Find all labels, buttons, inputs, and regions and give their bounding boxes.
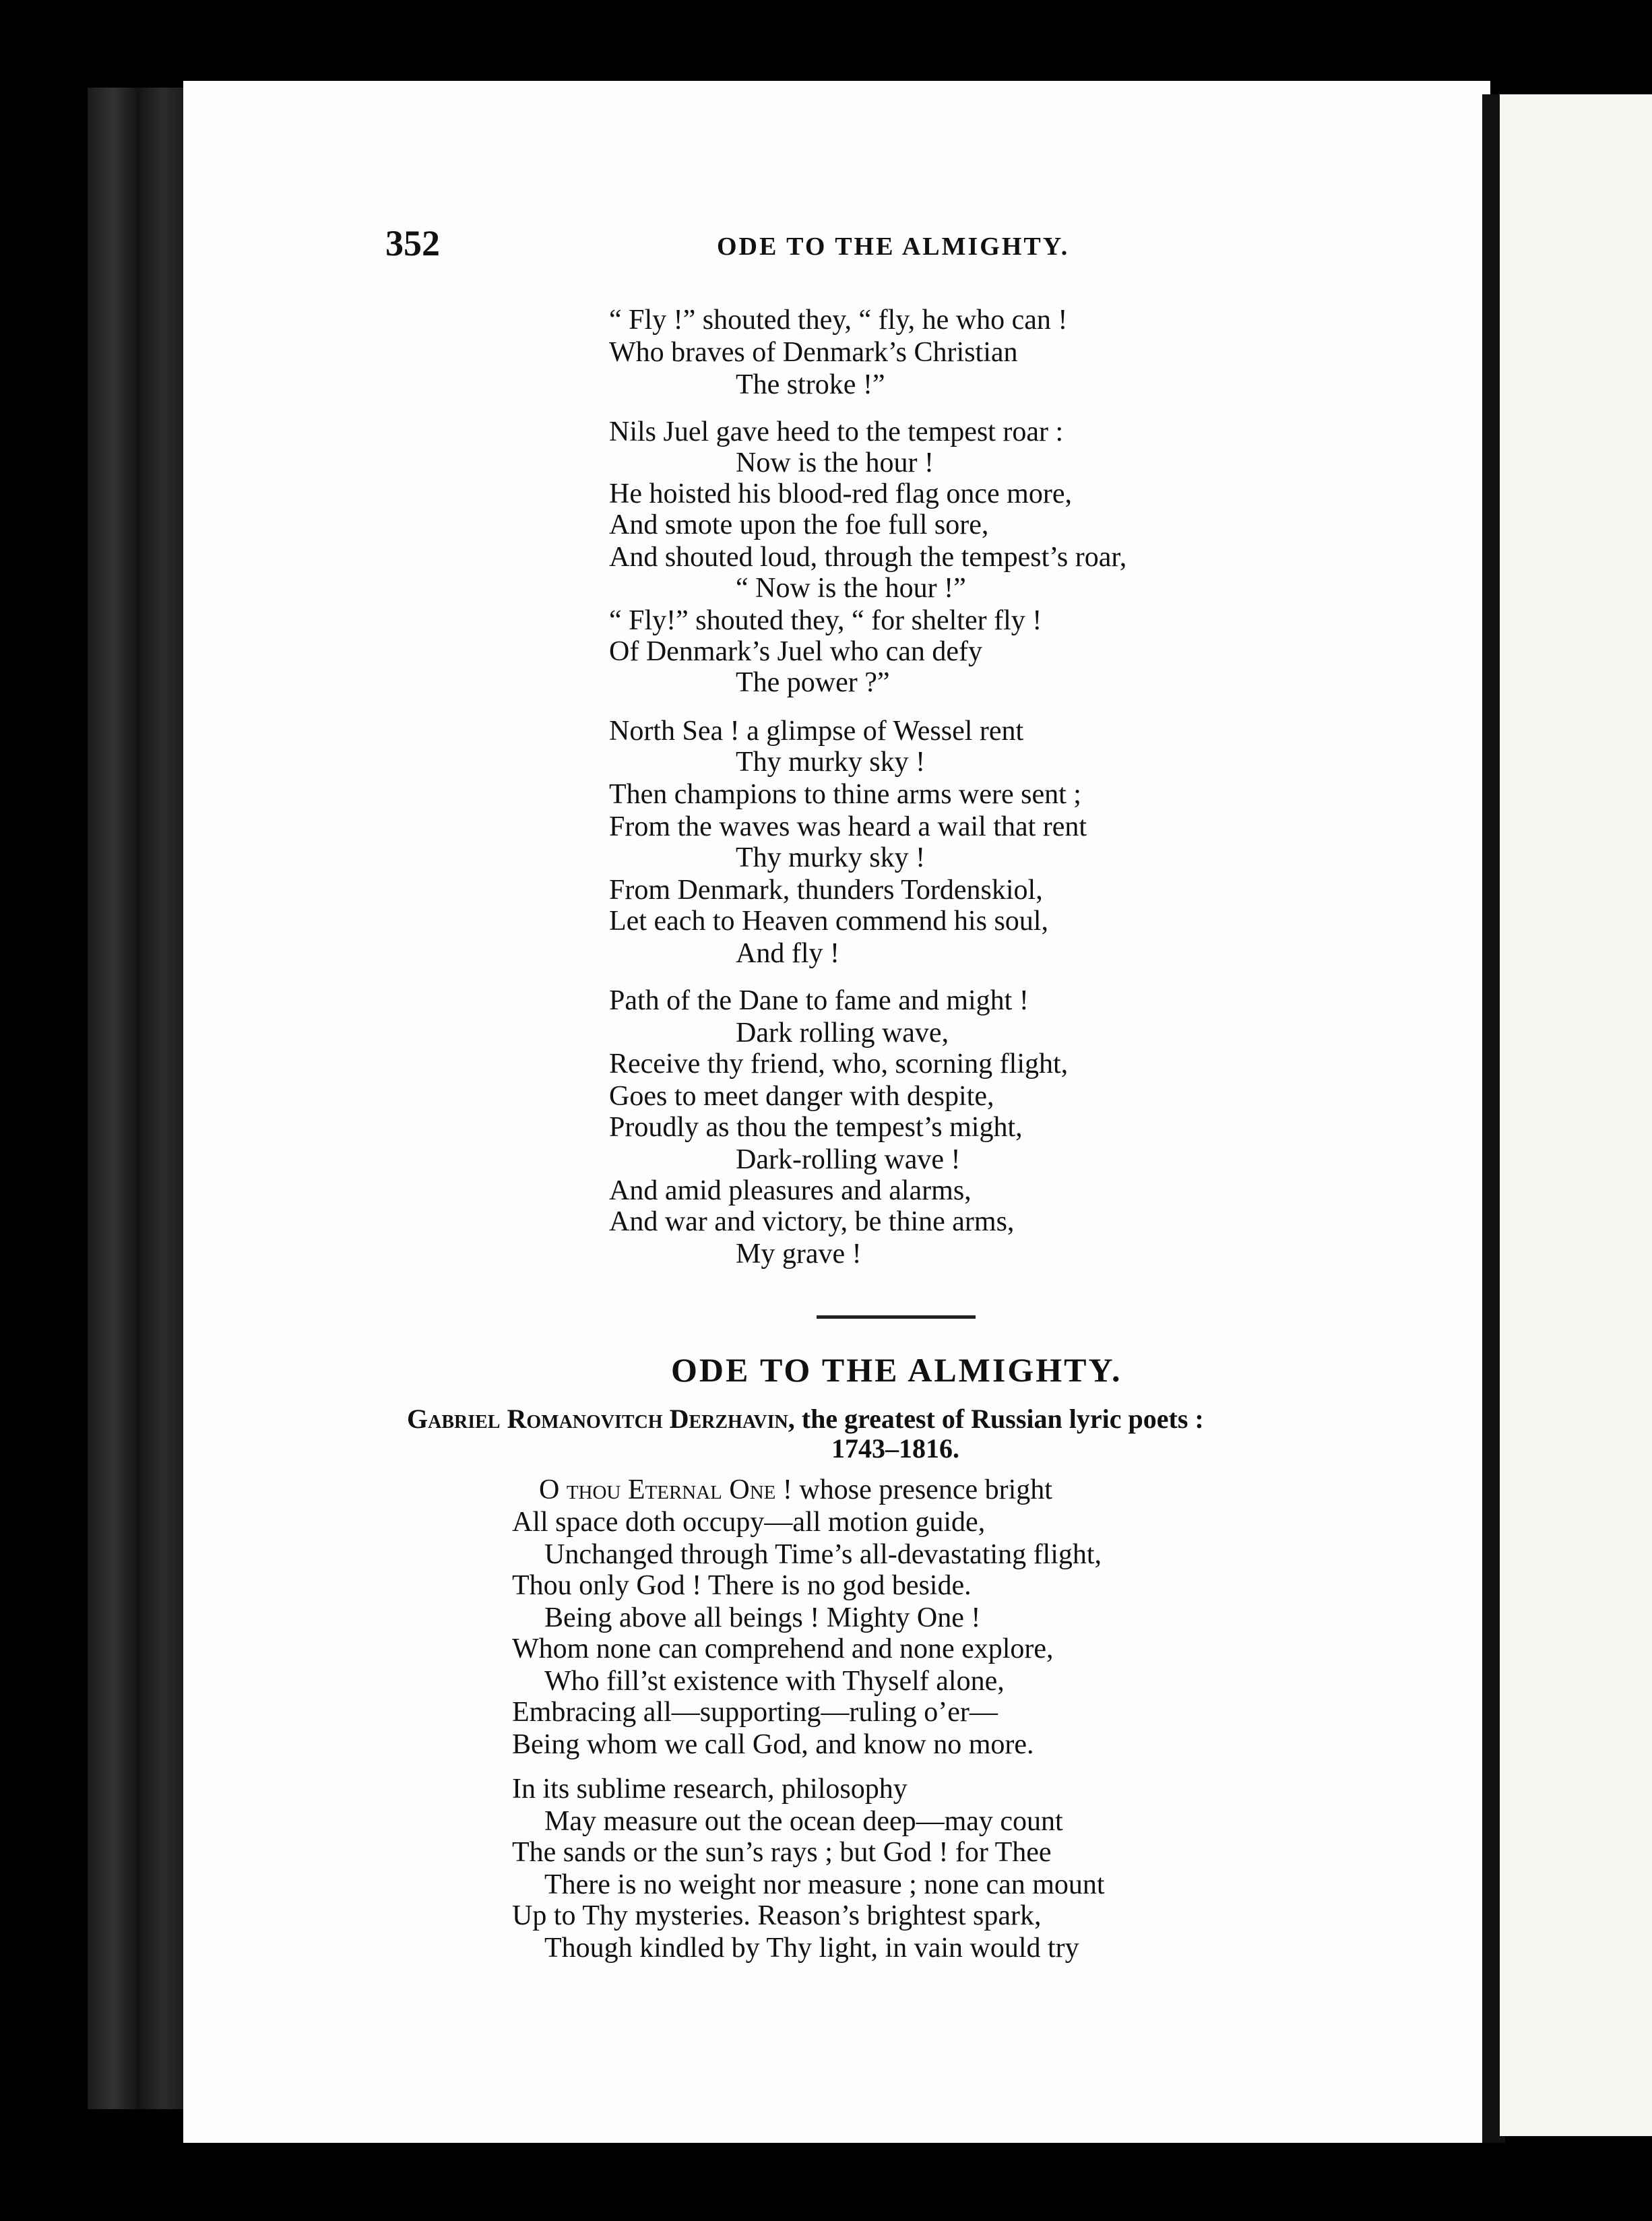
verse-line: Dark-rolling wave ! [736,1144,961,1175]
verse-line: Proudly as thou the tempest’s might, [609,1112,1023,1143]
verse-line: And war and victory, be thine arms, [609,1206,1015,1237]
verse-line: Thy murky sky ! [736,842,926,873]
verse-line: The stroke !” [736,369,885,400]
book-edge [88,88,189,2109]
section-divider [817,1315,976,1319]
verse-line: “ Fly !” shouted they, “ fly, he who can ! [609,305,1068,336]
ode-line: All space doth occupy—all motion guide, [512,1507,986,1538]
verse-line: “ Now is the hour !” [736,573,966,604]
verse-line: Let each to Heaven commend his soul, [609,906,1048,937]
running-head: ODE TO THE ALMIGHTY. [717,232,1070,261]
ode-line: Being whom we call God, and know no more. [512,1729,1034,1760]
author-name: Gabriel Romanovitch Derzhavin [407,1404,788,1434]
facing-page [1500,94,1652,2136]
ode-first-rest: whose presence bright [792,1474,1052,1505]
verse-line: Now is the hour ! [736,447,934,478]
verse-line: He hoisted his blood-red flag once more, [609,478,1072,509]
ode-first-words: O thou Eternal One ! [539,1474,792,1505]
ode-line: Thou only God ! There is no god beside. [512,1570,972,1601]
ode-line: Though kindled by Thy light, in vain would try [544,1933,1079,1964]
page-number: 352 [385,223,440,263]
verse-line: From Denmark, thunders Tordenskiol, [609,875,1043,906]
verse-line: Thy murky sky ! [736,747,926,778]
author-description: , the greatest of Russian lyric poets : [788,1404,1204,1434]
ode-line: There is no weight nor measure ; none can mount [544,1869,1105,1900]
ode-line: Whom none can comprehend and none explore, [512,1633,1054,1664]
verse-line: North Sea ! a glimpse of Wessel rent [609,716,1024,747]
verse-line: Nils Juel gave heed to the tempest roar : [609,416,1064,447]
page-header [385,222,1275,276]
verse-line: And fly ! [736,938,839,969]
author-dates: 1743–1816. [831,1433,959,1464]
poem-title: ODE TO THE ALMIGHTY. [671,1351,1122,1389]
verse-line: The power ?” [736,667,890,698]
verse-line: Of Denmark’s Juel who can defy [609,636,982,667]
ode-line: Up to Thy mysteries. Reason’s brightest spark, [512,1900,1042,1931]
ode-line: In its sublime research, philosophy [512,1774,908,1805]
ode-first-line [539,1474,1052,1505]
verse-line: And shouted loud, through the tempest’s roar, [609,542,1127,573]
ode-line: Being above all beings ! Mighty One ! [544,1602,981,1633]
verse-line: From the waves was heard a wail that rent [609,811,1087,842]
verse-line: Dark rolling wave, [736,1018,949,1049]
verse-line: “ Fly!” shouted they, “ for shelter fly ! [609,605,1042,636]
ode-line: The sands or the sun’s rays ; but God ! for Thee [512,1837,1052,1868]
verse-line: Goes to meet danger with despite, [609,1081,994,1112]
verse-line: Who braves of Denmark’s Christian [609,337,1018,368]
ode-line: Who fill’st existence with Thyself alone, [544,1666,1005,1697]
verse-line: Path of the Dane to fame and might ! [609,985,1029,1016]
ode-line: Embracing all—supporting—ruling o’er— [512,1697,998,1728]
verse-line: Receive thy friend, who, scorning flight, [609,1049,1069,1080]
verse-line: Then champions to thine arms were sent ; [609,779,1081,810]
ode-line: Unchanged through Time’s all-devastating flight, [544,1539,1102,1570]
author-line [407,1403,1204,1435]
verse-line: And smote upon the foe full sore, [609,509,989,540]
verse-line: My grave ! [736,1239,862,1270]
verse-line: And amid pleasures and alarms, [609,1175,972,1206]
ode-line: May measure out the ocean deep—may count [544,1806,1063,1837]
